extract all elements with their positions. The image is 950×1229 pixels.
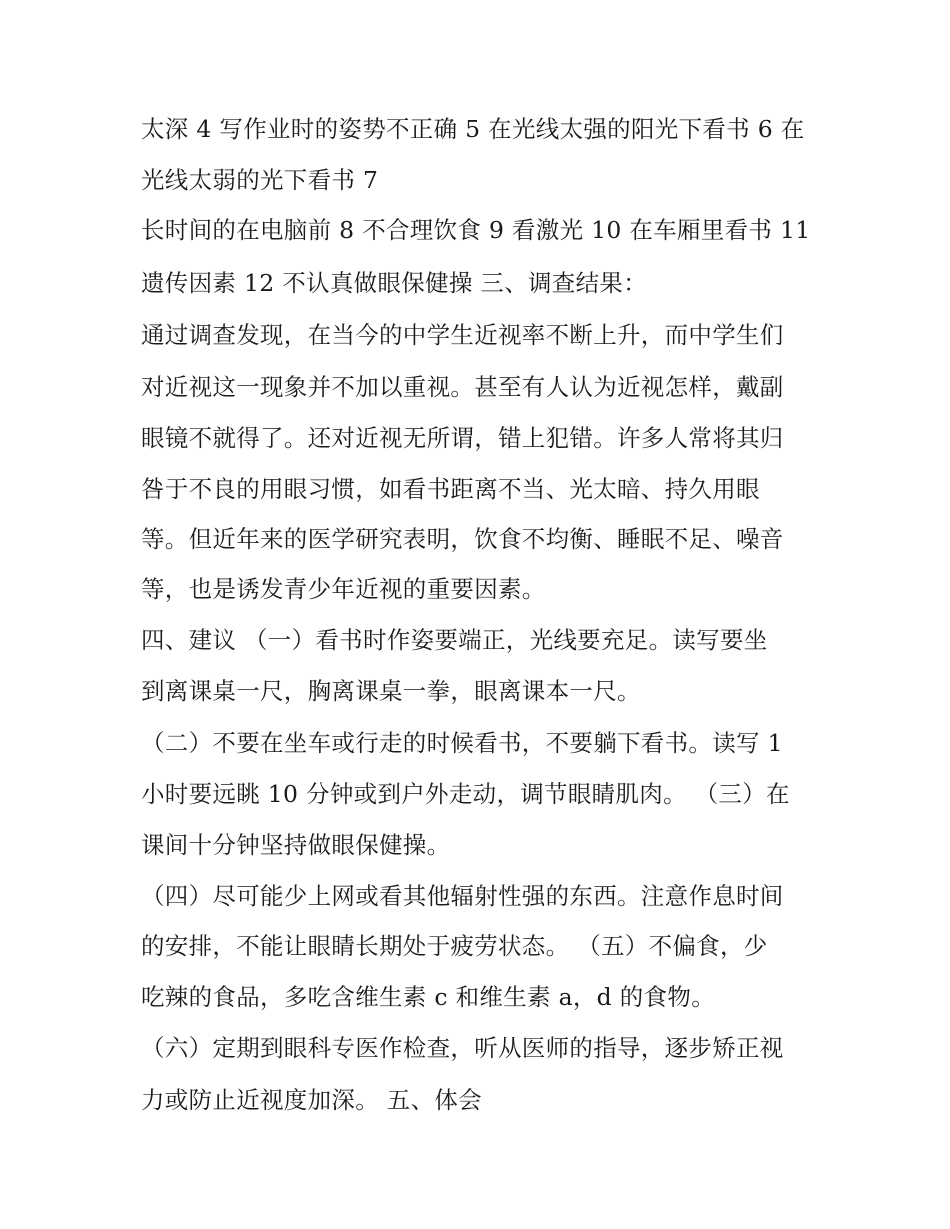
text-line: 光线太弱的光下看书 7: [141, 166, 379, 194]
text-line: 课间十分钟坚持做眼保健操。: [141, 831, 451, 859]
text-line: 力或防止近视度加深。 五、体会: [141, 1086, 482, 1114]
text-line: 的安排，不能让眼睛长期处于疲劳状态。 （五）不偏食，少: [141, 932, 768, 960]
text-line: 吃辣的食品，多吃含维生素 c 和维生素 a，d 的食物。: [141, 983, 715, 1011]
text-line: 咎于不良的用眼习惯，如看书距离不当、光太暗、持久用眼: [141, 475, 760, 503]
text-line: 通过调查发现，在当今的中学生近视率不断上升，而中学生们: [141, 321, 784, 349]
text-line: 等，也是诱发青少年近视的重要因素。: [141, 575, 546, 603]
text-line: （二）不要在坐车或行走的时候看书，不要躺下看书。读写 1: [141, 729, 783, 757]
text-line: 四、建议 （一）看书时作姿要端正，光线要充足。读写要坐: [141, 626, 768, 654]
text-line: 太深 4 写作业时的姿势不正确 5 在光线太强的阳光下看书 6 在: [141, 115, 805, 143]
text-line: 到离课桌一尺，胸离课桌一拳，眼离课本一尺。: [141, 677, 641, 705]
text-line: 小时要远眺 10 分钟或到户外走动，调节眼睛肌肉。 （三）在: [141, 780, 790, 808]
text-line: 等。但近年来的医学研究表明，饮食不均衡、睡眠不足、噪音: [141, 525, 784, 553]
text-line: 长时间的在电脑前 8 不合理饮食 9 看激光 10 在车厢里看书 11: [141, 216, 811, 244]
text-line: （四）尽可能少上网或看其他辐射性强的东西。注意作息时间: [141, 882, 784, 910]
text-line: 眼镜不就得了。还对近视无所谓，错上犯错。许多人常将其归: [141, 424, 784, 452]
text-line: 遗传因素 12 不认真做眼保健操 三、调查结果：: [141, 269, 648, 297]
text-line: （六）定期到眼科专医作检查，听从医师的指导，逐步矫正视: [141, 1034, 784, 1062]
text-line: 对近视这一现象并不加以重视。甚至有人认为近视怎样，戴副: [141, 373, 784, 401]
